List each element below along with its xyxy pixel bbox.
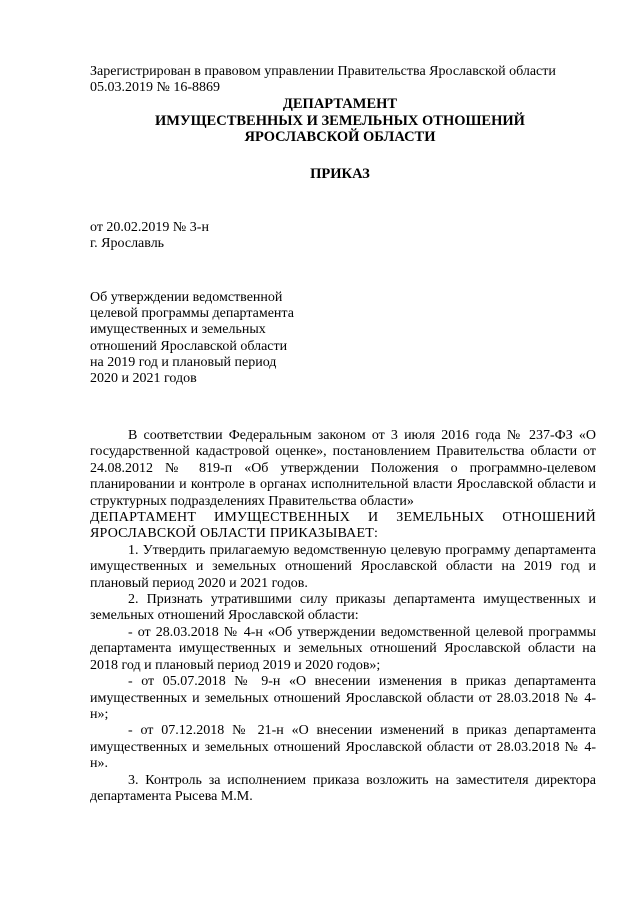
subject-line: имущественных и земельных <box>90 322 266 338</box>
order-subject <box>90 290 330 387</box>
item-1-paragraph: 1. Утвердить прилагаемую ведомственную целевую программу департамента имущественных и земельных отношений Ярославской области на 2019 год и плановый период 2020 и 2021 годов. <box>90 542 596 591</box>
department-header <box>90 96 590 146</box>
department-line-1: ДЕПАРТАМЕНТ <box>282 96 398 112</box>
document-type-title: ПРИКАЗ <box>310 166 370 182</box>
registration-note <box>90 64 610 96</box>
subject-line: целевой программы департамента <box>90 306 294 322</box>
orders-paragraph: ДЕПАРТАМЕНТ ИМУЩЕСТВЕННЫХ И ЗЕМЕЛЬНЫХ ОТНОШЕНИЙ ЯРОСЛАВСКОЙ ОБЛАСТИ ПРИКАЗЫВАЕТ: <box>90 510 596 542</box>
order-body <box>90 428 596 805</box>
item-2c-paragraph: - от 07.12.2018 № 21-н «О внесении изменений в приказ департамента имущественных и земельных отношений Ярославской области от 28.03.2018 № 4-н». <box>90 723 596 772</box>
registration-line-1: Зарегистрирован в правовом управлении Правительства Ярославской области <box>90 64 556 79</box>
item-2-paragraph: 2. Признать утратившими силу приказы департамента имущественных и земельных отношений Ярославской области: <box>90 592 596 624</box>
item-2a-paragraph: - от 28.03.2018 № 4-н «Об утверждении ведомственной целевой программы департамента имущественных и земельных отношений Ярославской области на 2018 год и плановый период 2019 и 2020 годов»; <box>90 624 596 673</box>
department-line-2: ИМУЩЕСТВЕННЫХ И ЗЕМЕЛЬНЫХ ОТНОШЕНИЙ <box>155 112 525 129</box>
preamble-paragraph: В соответствии Федеральным законом от 3 июля 2016 года № 237-ФЗ «О государственной кадастровой оценке», постановлением Правительства области от 24.08.2012 № 819-п «Об утверждении Положения о программно-целевом планировании и контроле в органах исполнительной власти Ярославской области и структурных подразделениях Правительства области» <box>90 428 596 509</box>
item-3-paragraph: 3. Контроль за исполнением приказа возложить на заместителя директора департамента Рысева М.М. <box>90 772 596 804</box>
date-number: от 20.02.2019 № 3-н <box>90 220 209 235</box>
subject-line: отношений Ярославской области <box>90 338 288 354</box>
department-line-3: ЯРОСЛАВСКОЙ ОБЛАСТИ <box>244 129 436 145</box>
subject-line: на 2019 год и плановый период <box>90 354 277 370</box>
date-and-number-block <box>90 220 209 252</box>
item-2b-paragraph: - от 05.07.2018 № 9-н «О внесении изменения в приказ департамента имущественных и земельных отношений Ярославской области от 28.03.2018 № 4-н»; <box>90 674 596 722</box>
city: г. Ярославль <box>90 236 165 251</box>
subject-line: 2020 и 2021 годов <box>90 371 197 387</box>
registration-line-2: 05.03.2019 № 16-8869 <box>90 80 221 95</box>
subject-line: Об утверждении ведомственной <box>90 290 283 305</box>
